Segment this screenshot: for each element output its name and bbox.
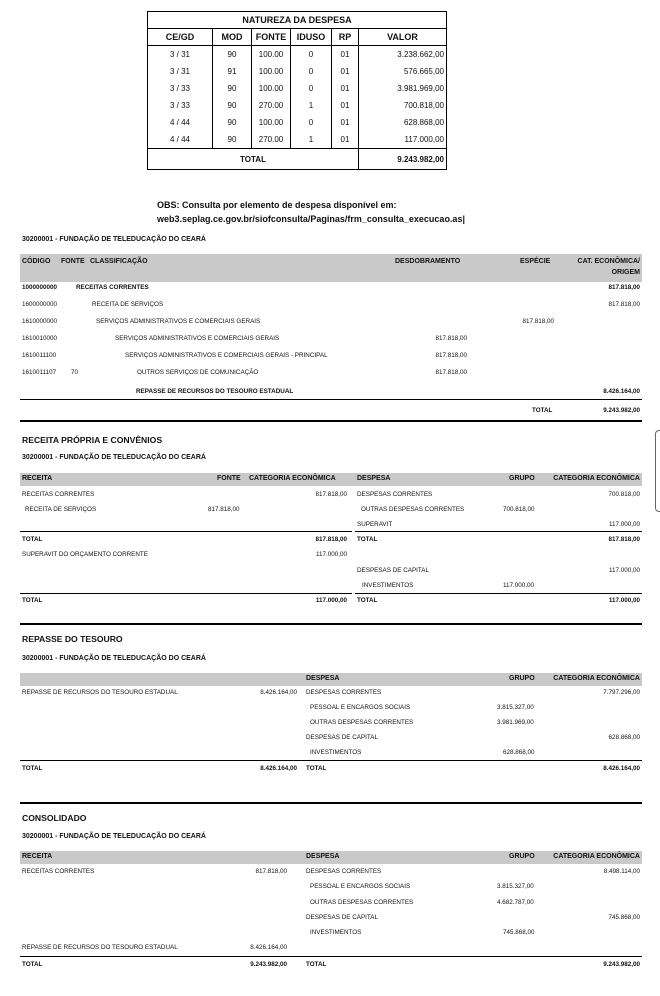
classif-codigo: 1610011107 <box>22 369 57 376</box>
natureza-cell-mod: 91 <box>213 63 252 80</box>
natureza-cell-valor: 117.000,00 <box>359 131 447 149</box>
natureza-cell-cegd: 3 / 33 <box>148 97 213 114</box>
consolidado-desp-correntes-val: 8.498.114,00 <box>603 868 640 875</box>
classif-h-cat2: ORIGEM <box>611 269 640 276</box>
repasse-h-cat: CATEGORIA ECONÔMICA <box>553 675 640 682</box>
natureza-cell-rp: 01 <box>332 97 359 114</box>
classif-repasse-label: REPASSE DE RECURSOS DO TESOURO ESTADUAL <box>136 388 294 395</box>
classif-total-label: TOTAL <box>532 407 553 414</box>
natureza-cell-valor: 576.665,00 <box>359 63 447 80</box>
repasse-total-right: 8.426.164,00 <box>603 765 640 772</box>
classif-h-codigo: CÓDIGO <box>22 258 51 265</box>
classif-cat: 817.818,00 <box>608 284 640 291</box>
propria-desp-total-label-2: TOTAL <box>357 597 378 604</box>
classif-codigo: 1610010000 <box>22 335 58 342</box>
propria-rec-correntes-val: 817.818,00 <box>315 491 347 498</box>
consolidado-outras: OUTRAS DESPESAS CORRENTES <box>310 899 414 906</box>
section-title-consolidado: CONSOLIDADO <box>22 813 87 823</box>
org-title-3: 30200001 - FUNDAÇÃO DE TELEDUCAÇÃO DO CEARÁ <box>22 655 206 662</box>
classif-desd: 817.818,00 <box>435 335 467 342</box>
propria-desp-capital-val: 117.000,00 <box>608 567 640 574</box>
natureza-cell-fonte: 270.00 <box>252 131 291 149</box>
classif-codigo: 1000000000 <box>22 284 58 291</box>
natureza-row <box>148 131 447 149</box>
consolidado-total-right: 9.243.982,00 <box>603 961 640 968</box>
classif-codigo: 1610011100 <box>22 352 57 359</box>
natureza-total-value: 9.243.982,00 <box>359 149 447 170</box>
propria-rec-correntes: RECEITAS CORRENTES <box>22 491 95 498</box>
consolidado-pessoal: PESSOAL E ENCARGOS SOCIAIS <box>310 883 411 890</box>
natureza-row <box>148 114 447 131</box>
repasse-outras: OUTRAS DESPESAS CORRENTES <box>310 719 414 726</box>
natureza-cell-fonte: 100.00 <box>252 114 291 131</box>
natureza-cell-cegd: 3 / 31 <box>148 63 213 80</box>
classif-total-value: 9.243.982,00 <box>603 407 640 414</box>
natureza-row <box>148 80 447 97</box>
repasse-desp-capital: DESPESAS DE CAPITAL <box>306 734 378 741</box>
repasse-pessoal: PESSOAL E ENCARGOS SOCIAIS <box>310 704 411 711</box>
repasse-investimentos: INVESTIMENTOS <box>310 749 362 756</box>
natureza-cell-cegd: 3 / 33 <box>148 80 213 97</box>
repasse-desp-correntes-val: 7.797.296,00 <box>603 689 640 696</box>
org-title-4: 30200001 - FUNDAÇÃO DE TELEDUCAÇÃO DO CEARÁ <box>22 833 206 840</box>
propria-desp-total1-val: 817.818,00 <box>608 536 640 543</box>
classif-desc: SERVIÇOS ADMINISTRATIVOS E COMERCIAIS GERAIS - PRINCIPAL <box>125 352 328 359</box>
propria-desp-capital: DESPESAS DE CAPITAL <box>357 567 429 574</box>
propria-total2-val: 117.000,00 <box>315 597 347 604</box>
classif-desd: 817.818,00 <box>435 352 467 359</box>
natureza-cell-valor: 628.868,00 <box>359 114 447 131</box>
consolidado-h-despesa: DESPESA <box>306 853 340 860</box>
propria-superavit: SUPERAVIT <box>357 521 393 528</box>
natureza-cell-valor: 3.238.662,00 <box>359 46 447 64</box>
natureza-cell-rp: 01 <box>332 131 359 149</box>
classif-desc: OUTROS SERVIÇOS DE COMUNICAÇÃO <box>137 369 259 376</box>
scroll-handle[interactable] <box>655 430 660 512</box>
natureza-cell-iduso: 1 <box>291 97 332 114</box>
natureza-cell-mod: 90 <box>213 80 252 97</box>
divider <box>20 593 352 594</box>
propria-total-label-1: TOTAL <box>22 536 43 543</box>
propria-h-receita: RECEITA <box>22 475 53 482</box>
propria-superavit-orc: SUPERAVIT DO ORÇAMENTO CORRENTE <box>22 551 148 558</box>
natureza-cell-mod: 90 <box>213 114 252 131</box>
natureza-cell-rp: 01 <box>332 63 359 80</box>
section-title-propria: RECEITA PRÓPRIA E CONVÊNIOS <box>22 435 163 445</box>
col-header-mod: MOD <box>213 29 252 46</box>
consolidado-total-label-2: TOTAL <box>306 961 327 968</box>
propria-h-cat: CATEGORIA ECONÔMICA <box>249 475 336 482</box>
consolidado-pessoal-val: 3.815.327,00 <box>497 883 534 890</box>
repasse-desp-correntes: DESPESAS CORRENTES <box>306 689 382 696</box>
classif-fonte: 70 <box>71 369 79 376</box>
col-header-rp: RP <box>332 29 359 46</box>
classif-desd: 817.818,00 <box>435 369 467 376</box>
classif-h-fonte: FONTE <box>61 258 85 265</box>
natureza-cell-iduso: 0 <box>291 80 332 97</box>
classif-desc: RECEITA DE SERVIÇOS <box>92 301 164 308</box>
repasse-pessoal-val: 3.815.327,00 <box>497 704 534 711</box>
natureza-despesa-table <box>147 11 447 170</box>
natureza-row <box>148 63 447 80</box>
propria-desp-total2-val: 117.000,00 <box>608 597 640 604</box>
natureza-cell-mod: 90 <box>213 46 252 64</box>
natureza-cell-valor: 3.981.969,00 <box>359 80 447 97</box>
repasse-outras-val: 3.981.969,00 <box>497 719 534 726</box>
col-header-cegd: CE/GD <box>148 29 213 46</box>
propria-h-fonte: FONTE <box>217 475 241 482</box>
propria-investimentos: INVESTIMENTOS <box>362 582 414 589</box>
natureza-cell-valor: 700.818,00 <box>359 97 447 114</box>
divider <box>20 531 352 532</box>
natureza-cell-iduso: 0 <box>291 114 332 131</box>
natureza-cell-rp: 01 <box>332 114 359 131</box>
natureza-cell-iduso: 0 <box>291 46 332 64</box>
classif-h-desdobramento: DESDOBRAMENTO <box>395 258 461 265</box>
consolidado-h-grupo: GRUPO <box>509 853 535 860</box>
divider <box>20 399 642 400</box>
natureza-cell-mod: 90 <box>213 97 252 114</box>
natureza-cell-iduso: 0 <box>291 63 332 80</box>
divider <box>20 420 642 422</box>
consolidado-h-cat: CATEGORIA ECONÔMICA <box>553 853 640 860</box>
natureza-cell-rp: 01 <box>332 80 359 97</box>
natureza-cell-fonte: 100.00 <box>252 80 291 97</box>
natureza-cell-cegd: 4 / 44 <box>148 131 213 149</box>
natureza-cell-fonte: 270.00 <box>252 97 291 114</box>
natureza-cell-rp: 01 <box>332 46 359 64</box>
consolidado-desp-capital: DESPESAS DE CAPITAL <box>306 914 378 921</box>
propria-h-cat2: CATEGORIA ECONÔMICA <box>553 475 640 482</box>
repasse-total-left: 8.426.164,00 <box>260 765 297 772</box>
classif-desc: SERVIÇOS ADMINISTRATIVOS E COMERCIAIS GERAIS <box>96 318 261 325</box>
org-title-2: 30200001 - FUNDAÇÃO DE TELEDUCAÇÃO DO CEARÁ <box>22 454 206 461</box>
consolidado-h-receita: RECEITA <box>22 853 53 860</box>
org-title-1: 30200001 - FUNDAÇÃO DE TELEDUCAÇÃO DO CEARÁ <box>22 236 206 243</box>
classif-h-cat1: CAT. ECONÔMICA/ <box>577 258 640 265</box>
natureza-cell-fonte: 100.00 <box>252 63 291 80</box>
consolidado-rec-correntes-val: 817.818,00 <box>255 868 287 875</box>
divider <box>20 802 642 804</box>
classif-especie: 817.818,00 <box>522 318 554 325</box>
consolidado-total-left: 9.243.982,00 <box>250 961 287 968</box>
divider <box>355 531 642 532</box>
repasse-h-grupo: GRUPO <box>509 675 535 682</box>
propria-desp-total-label-1: TOTAL <box>357 536 378 543</box>
natureza-cell-fonte: 100.00 <box>252 46 291 64</box>
natureza-cell-mod: 90 <box>213 131 252 149</box>
repasse-total-label-2: TOTAL <box>306 765 327 772</box>
consolidado-desp-capital-val: 745.868,00 <box>608 914 640 921</box>
classif-h-classificacao: CLASSIFICAÇÃO <box>90 258 148 265</box>
natureza-cell-cegd: 4 / 44 <box>148 114 213 131</box>
obs-link[interactable]: web3.seplag.ce.gov.br/siofconsulta/Paginas/frm_consulta_execucao.as| <box>157 214 465 224</box>
consolidado-investimentos-val: 745.868,00 <box>503 929 535 936</box>
consolidado-outras-val: 4.682.787,00 <box>497 899 534 906</box>
natureza-row <box>148 97 447 114</box>
natureza-row <box>148 46 447 64</box>
classif-desc: RECEITAS CORRENTES <box>76 284 149 291</box>
consolidado-repasse-val: 8.426.164,00 <box>250 944 287 951</box>
repasse-investimentos-val: 628.868,00 <box>503 749 535 756</box>
consolidado-rec-correntes: RECEITAS CORRENTES <box>22 868 95 875</box>
repasse-desp-capital-val: 628.868,00 <box>608 734 640 741</box>
propria-total1-val: 817.818,00 <box>315 536 347 543</box>
repasse-rec-label: REPASSE DE RECURSOS DO TESOURO ESTADUAL <box>22 689 178 696</box>
obs-line-1: OBS: Consulta por elemento de despesa disponível em: <box>157 200 397 210</box>
propria-superavit-orc-val: 117.000,00 <box>315 551 347 558</box>
propria-superavit-val: 117.000,00 <box>608 521 640 528</box>
consolidado-investimentos: INVESTIMENTOS <box>310 929 362 936</box>
col-header-iduso: IDUSO <box>291 29 332 46</box>
repasse-h-despesa: DESPESA <box>306 675 340 682</box>
propria-total-label-2: TOTAL <box>22 597 43 604</box>
propria-rec-servicos: RECEITA DE SERVIÇOS <box>25 506 97 513</box>
classif-repasse-value: 8.426.164,00 <box>603 388 640 395</box>
classif-cat: 817.818,00 <box>608 301 640 308</box>
propria-desp-correntes-val: 700.818,00 <box>608 491 640 498</box>
classif-codigo: 1610000000 <box>22 318 58 325</box>
divider <box>355 593 642 594</box>
classif-h-especie: ESPÉCIE <box>520 258 551 265</box>
col-header-fonte: FONTE <box>252 29 291 46</box>
repasse-total-label: TOTAL <box>22 765 43 772</box>
propria-rec-servicos-val: 817.818,00 <box>208 506 240 513</box>
divider <box>20 623 642 625</box>
classif-desc: SERVIÇOS ADMINISTRATIVOS E COMERCIAIS GERAIS <box>115 335 280 342</box>
propria-h-despesa: DESPESA <box>357 475 391 482</box>
consolidado-repasse-label: REPASSE DE RECURSOS DO TESOURO ESTADUAL <box>22 944 178 951</box>
propria-outras-val: 700.818,00 <box>503 506 535 513</box>
natureza-total-label: TOTAL <box>148 149 359 170</box>
propria-outras: OUTRAS DESPESAS CORRENTES <box>361 506 465 513</box>
classif-codigo: 1600000000 <box>22 301 58 308</box>
consolidado-desp-correntes: DESPESAS CORRENTES <box>306 868 382 875</box>
propria-investimentos-val: 117.000,00 <box>503 582 535 589</box>
propria-desp-correntes: DESPESAS CORRENTES <box>357 491 433 498</box>
divider <box>20 956 642 957</box>
natureza-cell-cegd: 3 / 31 <box>148 46 213 64</box>
col-header-valor: VALOR <box>359 29 447 46</box>
propria-h-grupo: GRUPO <box>509 475 535 482</box>
divider <box>20 760 642 761</box>
repasse-rec-val: 8.426.164,00 <box>260 689 297 696</box>
consolidado-total-label: TOTAL <box>22 961 43 968</box>
section-title-repasse: REPASSE DO TESOURO <box>22 634 123 644</box>
natureza-title: NATUREZA DA DESPESA <box>148 12 447 29</box>
natureza-cell-iduso: 1 <box>291 131 332 149</box>
